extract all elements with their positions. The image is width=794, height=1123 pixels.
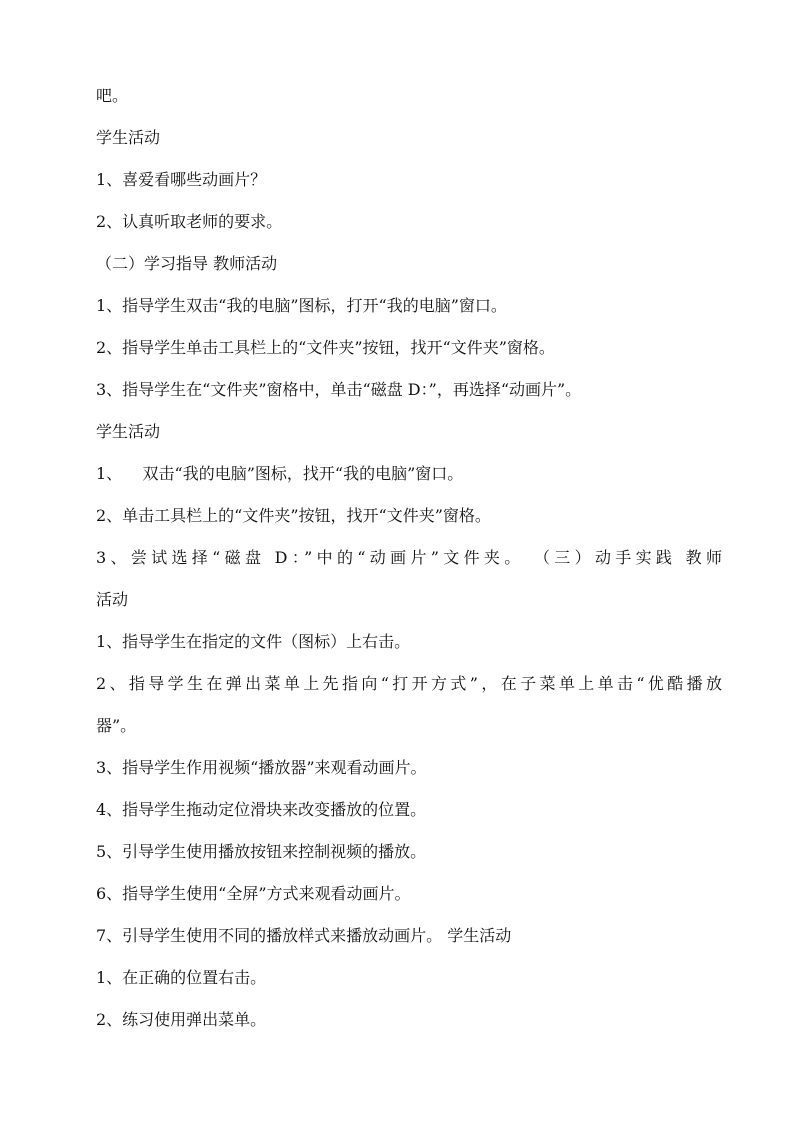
text-line: 吧。 [96,86,129,105]
text-line: 2、练习使用弹出菜单。 [96,1010,267,1029]
text-line: 1、指导学生双击“我的电脑”图标，打开“我的电脑”窗口。 [96,296,507,315]
text-line: 1、在正确的位置右击。 [96,968,267,987]
text-line: 5、引导学生使用播放按钮来控制视频的播放。 [96,842,427,861]
text-line: 3、指导学生在“文件夹”窗格中，单击“磁盘 D：”，再选择“动画片”。 [96,380,582,399]
text-line: 2、指导学生单击工具栏上的“文件夹”按钮，找开“文件夹”窗格。 [96,338,555,357]
text-line: 7、引导学生使用不同的播放样式来播放动画片。 学生活动 [96,926,512,945]
text-line: 1、喜爱看哪些动画片？ [96,170,267,189]
text-line: 4、指导学生拖动定位滑块来改变播放的位置。 [96,800,427,819]
section-heading: 学生活动 [96,422,161,441]
section-heading: （二）学习指导 教师活动 [96,254,278,273]
text-line: 2、认真听取老师的要求。 [96,212,283,231]
text-line: 2、指导学生在弹出菜单上先指向“打开方式”，在子菜单上单击“优酷播放 [96,674,722,693]
text-line: 1、 双击“我的电脑”图标，找开“我的电脑”窗口。 [96,464,464,483]
text-line: 器”。 [96,716,137,735]
text-line: 3、指导学生作用视频“播放器”来观看动画片。 [96,758,427,777]
text-line: 2、单击工具栏上的“文件夹”按钮，找开“文件夹”窗格。 [96,506,491,525]
text-line: 活动 [96,590,129,609]
text-line: 3、尝试选择“磁盘 D：”中的“动画片”文件夹。 （三）动手实践 教师 [96,548,722,567]
text-line: 6、指导学生使用“全屏”方式来观看动画片。 [96,884,411,903]
document-body [96,83,722,1049]
section-heading: 学生活动 [96,128,161,147]
text-line: 1、指导学生在指定的文件（图标）上右击。 [96,632,411,651]
